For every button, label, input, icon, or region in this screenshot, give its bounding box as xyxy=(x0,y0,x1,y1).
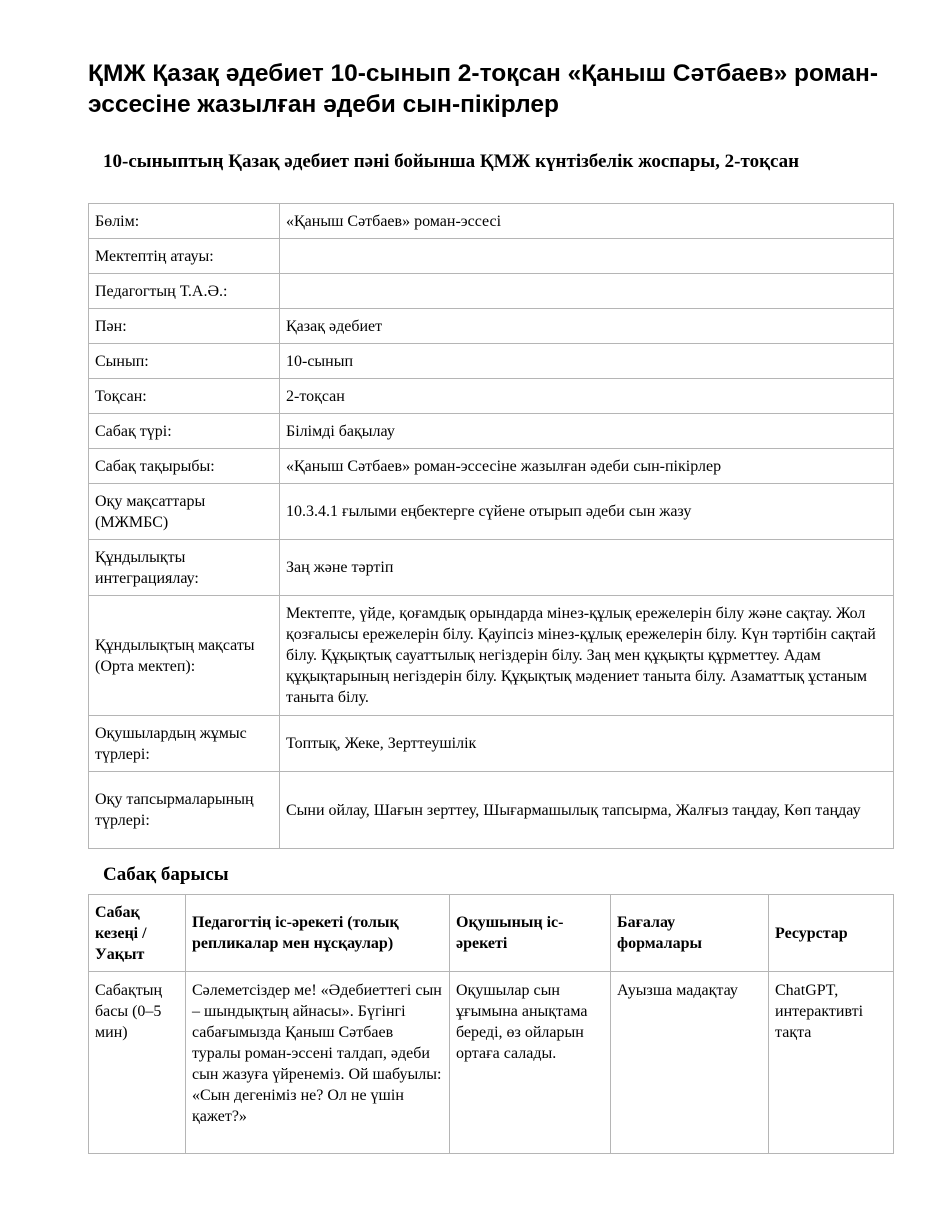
info-value: «Қаныш Сәтбаев» роман-эссесіне жазылған әдеби сын-пікірлер xyxy=(280,449,894,484)
info-label: Тоқсан: xyxy=(89,379,280,414)
info-value: 2-тоқсан xyxy=(280,379,894,414)
info-label: Сабақ түрі: xyxy=(89,414,280,449)
lesson-row xyxy=(89,972,894,1154)
info-row xyxy=(89,344,894,379)
plan-heading: 10-сыныптың Қазақ әдебиет пәні бойынша ҚМЖ күнтізбелік жоспары, 2-тоқсан xyxy=(103,151,800,172)
info-value: Топтық, Жеке, Зерттеушілік xyxy=(280,716,894,772)
info-value: 10-сынып xyxy=(280,344,894,379)
lesson-stage-cell: Сабақтың басы (0–5 мин) xyxy=(89,972,186,1154)
info-value xyxy=(280,274,894,309)
info-value: «Қаныш Сәтбаев» роман-эссесі xyxy=(280,204,894,239)
info-value: Қазақ әдебиет xyxy=(280,309,894,344)
info-value: Сыни ойлау, Шағын зерттеу, Шығармашылық тапсырма, Жалғыз таңдау, Көп таңдау xyxy=(280,772,894,849)
lesson-header-row xyxy=(89,895,894,972)
info-row xyxy=(89,540,894,596)
info-row xyxy=(89,379,894,414)
info-value: 10.3.4.1 ғылыми еңбектерге сүйене отырып әдеби сын жазу xyxy=(280,484,894,540)
lesson-assessment-cell: Ауызша мадақтау xyxy=(611,972,769,1154)
info-row xyxy=(89,309,894,344)
info-row xyxy=(89,772,894,849)
info-label: Сынып: xyxy=(89,344,280,379)
info-row xyxy=(89,449,894,484)
lesson-process-heading: Сабақ барысы xyxy=(103,864,229,885)
column-header-resources: Ресурстар xyxy=(769,895,894,972)
info-label: Сабақ тақырыбы: xyxy=(89,449,280,484)
document-title: ҚМЖ Қазақ әдебиет 10-сынып 2-тоқсан «Қаныш Сәтбаев» роман-эссесіне жазылған әдеби сын-пікірлер xyxy=(88,60,878,118)
column-header-stage: Сабақ кезеңі / Уақыт xyxy=(89,895,186,972)
info-row xyxy=(89,716,894,772)
info-label: Оқу мақсаттары (МЖМБС) xyxy=(89,484,280,540)
lesson-process-table xyxy=(88,894,894,1154)
info-label: Бөлім: xyxy=(89,204,280,239)
lesson-student-cell: Оқушылар сын ұғымына анықтама береді, өз ойларын ортаға салады. xyxy=(450,972,611,1154)
info-label: Мектептің атауы: xyxy=(89,239,280,274)
info-value: Білімді бақылау xyxy=(280,414,894,449)
lesson-resources-cell: ChatGPT, интерактивті тақта xyxy=(769,972,894,1154)
lesson-info-table xyxy=(88,203,894,849)
info-row xyxy=(89,274,894,309)
info-label: Оқу тапсырмаларының түрлері: xyxy=(89,772,280,849)
column-header-assessment: Бағалау формалары xyxy=(611,895,769,972)
info-label: Оқушылардың жұмыс түрлері: xyxy=(89,716,280,772)
info-row xyxy=(89,414,894,449)
info-row xyxy=(89,239,894,274)
info-row xyxy=(89,484,894,540)
column-header-student: Оқушының іс-әрекеті xyxy=(450,895,611,972)
info-value xyxy=(280,239,894,274)
info-row xyxy=(89,596,894,716)
info-label: Педагогтың Т.А.Ә.: xyxy=(89,274,280,309)
column-header-teacher: Педагогтің іс-әрекеті (толық репликалар мен нұсқаулар) xyxy=(186,895,450,972)
info-row xyxy=(89,204,894,239)
info-value: Мектепте, үйде, қоғамдық орындарда мінез-құлық ережелерін білу және сақтау. Жол қозғалысы ережелерін білу. Қауіпсіз мінез-құлық ережелерін білу. Күн тәртібін сақтай білу. Құқықтық сауаттылық негіздерін білу. Заң мен құқықты құрметтеу. Адам құқықтарының негіздерін білу. Құқықтық мәдениет таныта білу. Азаматтық ұстаным таныта білу. xyxy=(280,596,894,716)
info-label: Құндылықты интеграциялау: xyxy=(89,540,280,596)
info-label: Құндылықтың мақсаты (Орта мектеп): xyxy=(89,596,280,716)
info-label: Пән: xyxy=(89,309,280,344)
info-value: Заң және тәртіп xyxy=(280,540,894,596)
lesson-teacher-cell: Сәлеметсіздер ме! «Әдебиеттегі сын – шындықтың айнасы». Бүгінгі сабағымызда Қаныш Сәтбаев туралы роман-эссені талдап, әдеби сын жазуға үйренеміз. Ой шабуылы: «Сын дегеніміз не? Ол не үшін қажет?» xyxy=(186,972,450,1154)
